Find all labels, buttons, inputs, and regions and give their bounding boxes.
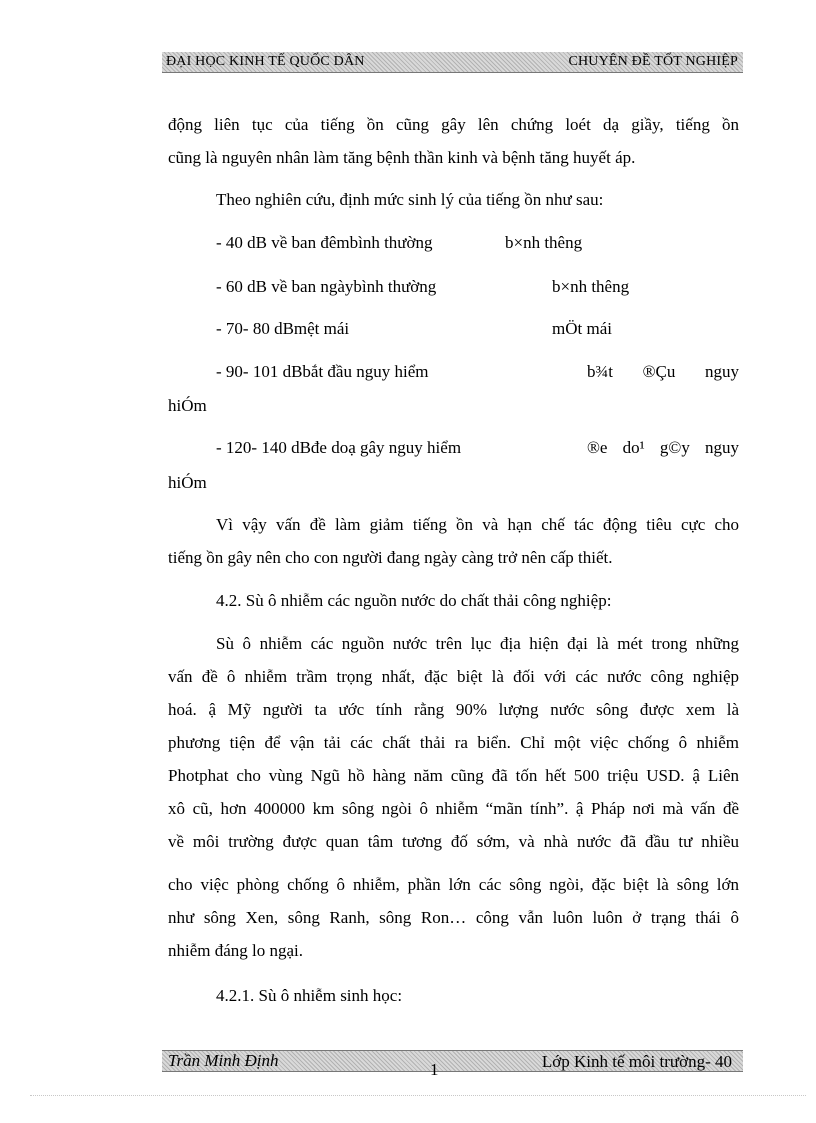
item-3-garbled: mÖt mái: [552, 319, 612, 338]
p4-line-7: về môi trường được quan tâm tương đố sớm, và nhà nước đã đầu tư nhiều: [168, 832, 739, 851]
footer-class: Lớp Kinh tế môi trường- 40: [541, 1052, 732, 1071]
header-thesis-label: CHUYÊN ĐỀ TỐT NGHIỆP: [568, 54, 738, 69]
section-heading-4-2-1: 4.2.1. Sù ô nhiễm sinh học:: [216, 986, 403, 1005]
item-4-continued: hiÓm: [168, 396, 207, 415]
footer-author: Trần Minh Định: [168, 1051, 279, 1070]
item-4-garbled: b¾t ®Çu nguy: [587, 362, 739, 381]
section-heading-4-2: 4.2. Sù ô nhiễm các nguồn nước do chất thải công nghiệp:: [216, 591, 612, 610]
p4-line-3: hoá. ậ Mỹ người ta ước tính rằng 90% lượng nước sông được xem là: [168, 700, 739, 719]
item-4-label: - 90- 101 dBbắt đầu nguy hiểm: [216, 362, 429, 381]
p4-line-4: phương tiện để vận tải các chất thải ra biển. Chỉ một việc chống ô nhiễm: [168, 733, 739, 752]
p4-line-10: nhiễm đáng lo ngại.: [168, 941, 304, 960]
p4-line-5: Photphat cho vùng Ngũ hồ hàng năm cũng đã tốn hết 500 triệu USD. ậ Liên: [168, 766, 739, 785]
item-2-label: - 60 dB về ban ngàybình thường: [216, 277, 437, 296]
page-bottom-divider: [30, 1095, 806, 1096]
page-number: 1: [430, 1060, 439, 1079]
item-3-label: - 70- 80 dBmệt mái: [216, 319, 350, 338]
item-1-garbled: b×nh thêng: [505, 233, 583, 252]
p3-line-1: Vì vậy vấn đề làm giảm tiếng ồn và hạn chế tác động tiêu cực cho: [216, 515, 739, 534]
p2-line: Theo nghiên cứu, định mức sinh lý của tiếng ồn như sau:: [216, 190, 604, 209]
item-5-garbled: ®e do¹ g©y nguy: [587, 438, 739, 457]
item-1-label: - 40 dB về ban đêmbình thường: [216, 233, 433, 252]
p1-line-1: động liên tục của tiếng ồn cũng gây lên chứng loét dạ giầy, tiếng ồn: [168, 115, 739, 134]
p4-line-6: xô cũ, hơn 400000 km sông ngòi ô nhiễm “mãn tính”. ậ Pháp nơi mà vấn đề: [168, 799, 739, 818]
header-university: ĐẠI HỌC KINH TẾ QUỐC DÂN: [166, 54, 365, 69]
item-5-label: - 120- 140 dBđe doạ gây nguy hiểm: [216, 438, 462, 457]
item-2-garbled: b×nh thêng: [552, 277, 630, 296]
p4-line-1: Sù ô nhiễm các nguồn nước trên lục địa hiện đại là mét trong những: [216, 634, 739, 653]
item-5-continued: hiÓm: [168, 473, 207, 492]
p4-line-2: vấn đề ô nhiễm trầm trọng nhất, đặc biệt là đối với các nước công nghiệp: [168, 667, 739, 686]
p4-line-8: cho việc phòng chống ô nhiễm, phần lớn các sông ngòi, đặc biệt là sông lớn: [168, 875, 739, 894]
p1-line-2: cũng là nguyên nhân làm tăng bệnh thần kinh và bệnh tăng huyết áp.: [168, 148, 636, 167]
p4-line-9: như sông Xen, sông Ranh, sông Ron… công vẫn luôn luôn ở trạng thái ô: [168, 908, 739, 927]
p3-line-2: tiếng ồn gây nên cho con người đang ngày càng trở nên cấp thiết.: [168, 548, 613, 567]
